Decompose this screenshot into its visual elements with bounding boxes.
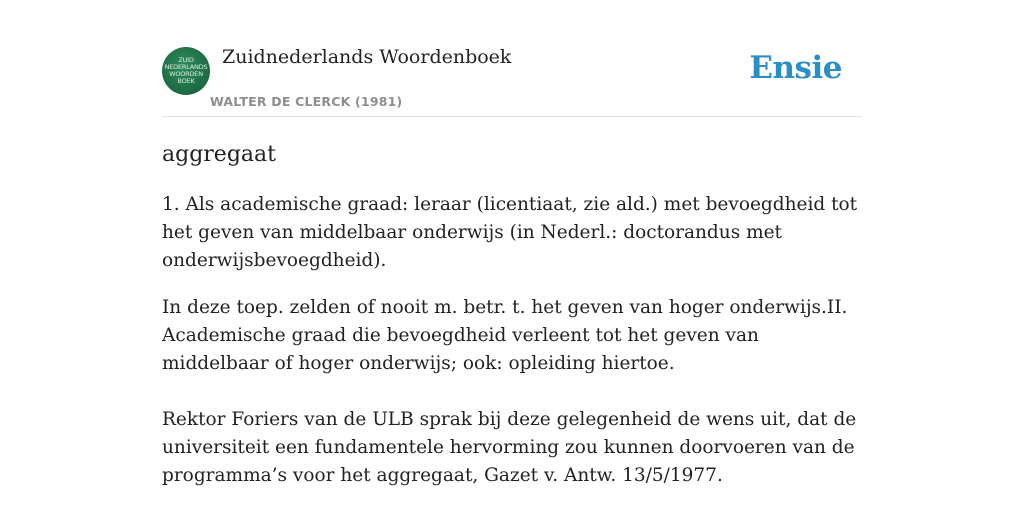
dictionary-header xyxy=(162,44,862,117)
dictionary-logo[interactable] xyxy=(162,47,210,95)
definition-paragraph: 1. Als academische graad: leraar (licentiaat, zie ald.) met bevoegdheid tot het geven van middelbaar onderwijs (in Nederl.: doctorandus met onderwijsbevoegdheid). xyxy=(162,194,858,271)
logo-line: BOEK xyxy=(177,77,195,85)
logo-line: WOORDEN xyxy=(169,70,203,78)
dictionary-author: WALTER DE CLERCK (1981) xyxy=(210,94,403,109)
entry-content xyxy=(162,136,862,490)
entry-headword: aggregaat xyxy=(162,142,276,167)
logo-line: ZUID xyxy=(178,56,194,64)
dictionary-title[interactable]: Zuidnederlands Woordenboek xyxy=(222,46,512,68)
example-quote: Rektor Foriers van de ULB sprak bij deze gelegenheid de wens uit, dat de universiteit een fundamentele hervorming zou kunnen doorvoeren van de programma’s voor het aggregaat, Gazet v. Antw. 13/5/1977. xyxy=(162,409,857,486)
definition-paragraph: In deze toep. zelden of nooit m. betr. t. het geven van hoger onderwijs.II. Academische graad die bevoegdheid verleent tot het geven van middelbaar of hoger onderwijs; ook: opleiding hiertoe. xyxy=(162,297,848,374)
logo-line: NEDERLANDS xyxy=(164,63,208,71)
ensie-brand-link[interactable]: Ensie xyxy=(749,50,842,86)
